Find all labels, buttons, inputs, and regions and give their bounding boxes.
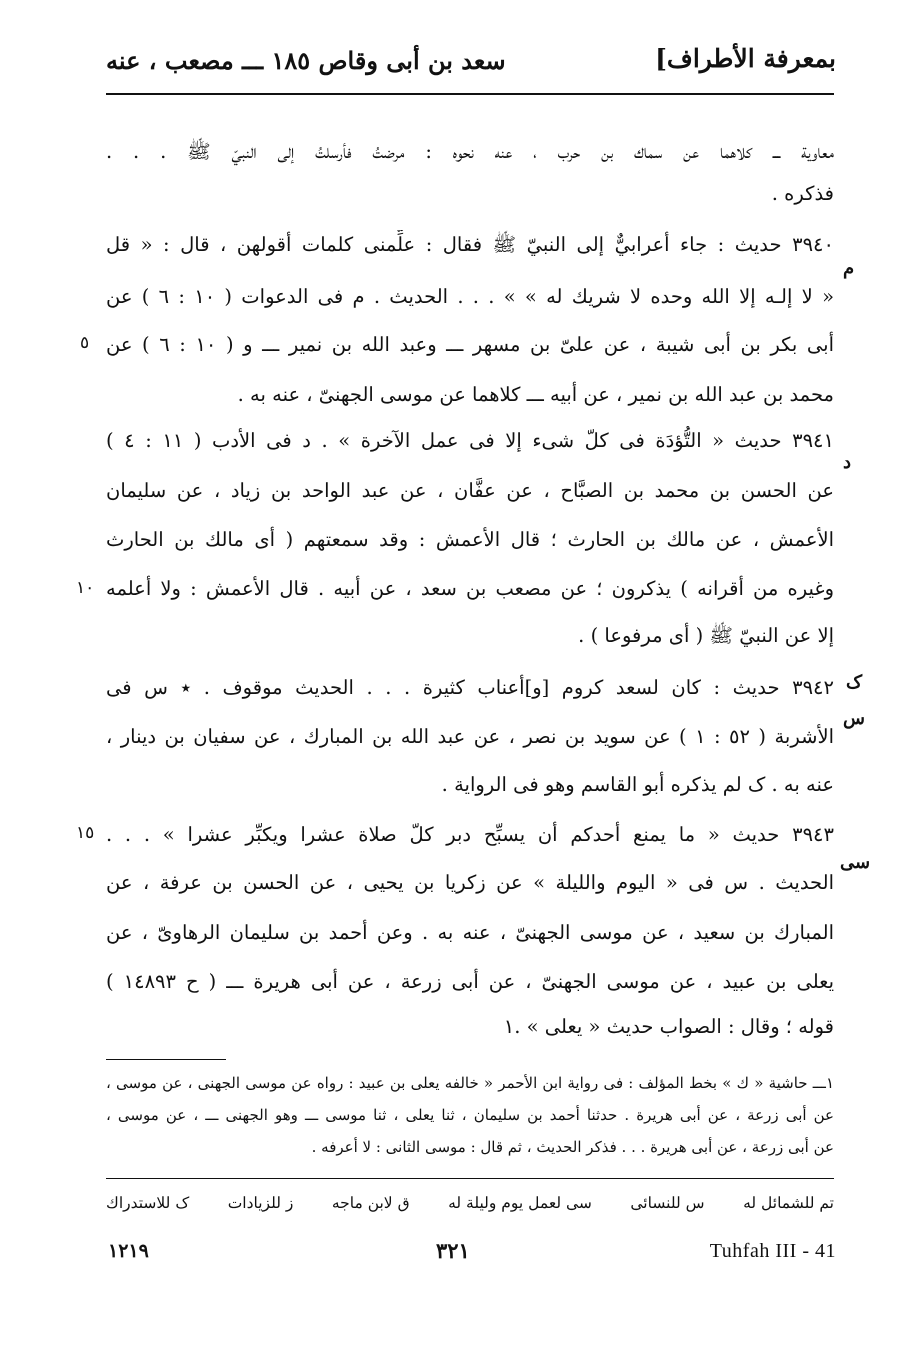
abbr-ibn-majah: ق لابن ماجه [331, 1194, 410, 1212]
hadith-3941-line: ٣٩٤١ حديث « التُّؤدَة فى كلّ شىء إلا فى عمل الآخرة » . د فى الأدب ( ١١ : ٤ ) [106, 429, 834, 452]
text-line: معاوية ـــ كلاهما عن سماك بن حرب ، عنه نحوه : مرضتُ فأرسلتُ إلى النبيّ ﷺ . . . [106, 140, 834, 163]
siglum-istidrak: ک [846, 672, 863, 693]
text-line: « لا إلـه إلا الله وحده لا شريك له » » . . . الحديث . م فى الدعوات ( ١٠ : ٦ ) عن [106, 285, 834, 308]
page-number: ٣٢١ [436, 1238, 470, 1263]
abbr-istidrak: ک للاستدراك [106, 1194, 190, 1212]
line-number-5: ٥ [80, 333, 90, 353]
header-right-title: بمعرفة الأطراف] [655, 44, 836, 73]
abbr-amal-yawm: سى لعمل يوم وليلة له [448, 1194, 592, 1212]
text-line: إلا عن النبيّ ﷺ ( أى مرفوعا ) . [578, 624, 834, 647]
text-line: فذكره . [771, 182, 834, 205]
series-label: Tuhfah III - 41 [709, 1240, 836, 1262]
text-line: المبارك بن سعيد ، عن موسى الجهنىّ ، عنه به . وعن أحمد بن سليمان الرهاوىّ ، عن [106, 921, 834, 944]
line-number-10: ١٠ [76, 578, 95, 598]
running-header [106, 42, 836, 82]
text-line: أبى بكر بن أبى شيبة ، عن علىّ بن مسهر ـــ وعبد الله بن نمير ـــ و ( ١٠ : ٦ ) عن [106, 333, 834, 356]
abbreviations-key [106, 1194, 834, 1212]
line-number-15: ١٥ [76, 823, 95, 843]
text-line: عن الحسن بن محمد بن الصبَّاح ، عن عفَّان ، عن عبد الواحد بن زياد ، عن سليمان [106, 479, 834, 502]
footnote-line: عن أبى زرعة ، عن أبى هريرة . . . فذكر الحديث ، ثم قال : موسى الثانى : لا أعرفه . [311, 1138, 834, 1156]
abbr-nasai: س للنسائى [630, 1194, 705, 1212]
hadith-3943-line: ٣٩٤٣ حديث « ما يمنع أحدكم أن يسبِّح دبر كلّ صلاة عشرا ويكبِّر عشرا » . . . [106, 823, 834, 846]
text-line: عنه به . ک لم يذكره أبو القاسم وهو فى الرواية . [441, 773, 834, 796]
header-rule [106, 93, 834, 95]
abbr-shamail: تم للشمائل له [743, 1194, 834, 1212]
hadith-3940-line: ٣٩٤٠ حديث : جاء أعرابيٌّ إلى النبيّ ﷺ فقال : علِّمنى كلمات أقولهن ، قال : « قل [106, 233, 834, 256]
text-line: يعلى بن عبيد ، عن موسى الجهنىّ ، عن أبى زرعة ، عن أبى هريرة ـــ ( ح ١٤٨٩٣ ) [106, 970, 834, 993]
text-line: الأعمش ، عن مالك بن الحارث ؛ قال الأعمش : وقد سمعتهم ( أى مالك بن الحارث [106, 528, 834, 551]
header-center-title: سعد بن أبى وقاص ١٨٥ ـــ مصعب ، عنه [106, 46, 506, 75]
text-line: محمد بن عبد الله بن نمير ، عن أبيه ـــ كلاهما عن موسى الجهنىّ ، عنه به . [237, 383, 834, 406]
siglum-nasai: س [843, 708, 865, 729]
hadith-3942-line: ٣٩٤٢ حديث : كان لسعد كروم [و]أعناب كثيرة . . . الحديث موقوف . ٭ س فى [106, 676, 834, 699]
text-line: الحديث . س فى « اليوم والليلة » عن زكريا بن يحيى ، عن الحسن بن عرفة ، عن [106, 871, 834, 894]
text-line: الأشربة ( ٥٢ : ١ ) عن سويد بن نصر ، عن عبد الله بن المبارك ، عن سفيان بن دينار ، [106, 725, 834, 748]
siglum-muslim: م [843, 258, 855, 279]
footnote-line: ١ـــ حاشية « ك » بخط المؤلف : فى رواية ابن الأحمر « خالفه يعلى بن عبيد : رواه عن موسى الجهنى ، عن موسى ، [106, 1074, 834, 1092]
footer-left-number: ١٢١٩ [108, 1240, 149, 1262]
siglum-abu-dawud: د [843, 452, 852, 473]
text-line: وغيره من أقرانه ) يذكرون ؛ عن مصعب بن سعد ، عن أبيه . قال الأعمش : ولا أعلمه [106, 577, 834, 600]
abbr-ziyadat: ز للزيادات [227, 1194, 294, 1212]
text-line: قوله ؛ وقال : الصواب حديث « يعلى » .١ [503, 1015, 834, 1038]
siglum-amal-yawm: سى [840, 852, 871, 873]
footnote-rule [106, 1059, 226, 1060]
footnote-line: عن أبى زرعة ، عن أبى هريرة . حدثنا أحمد بن سليمان ، ثنا يعلى ، ثنا موسى ـــ وهو الجهنى ـــ ، عن موسى ، [106, 1106, 834, 1124]
abbreviations-rule [106, 1178, 834, 1179]
